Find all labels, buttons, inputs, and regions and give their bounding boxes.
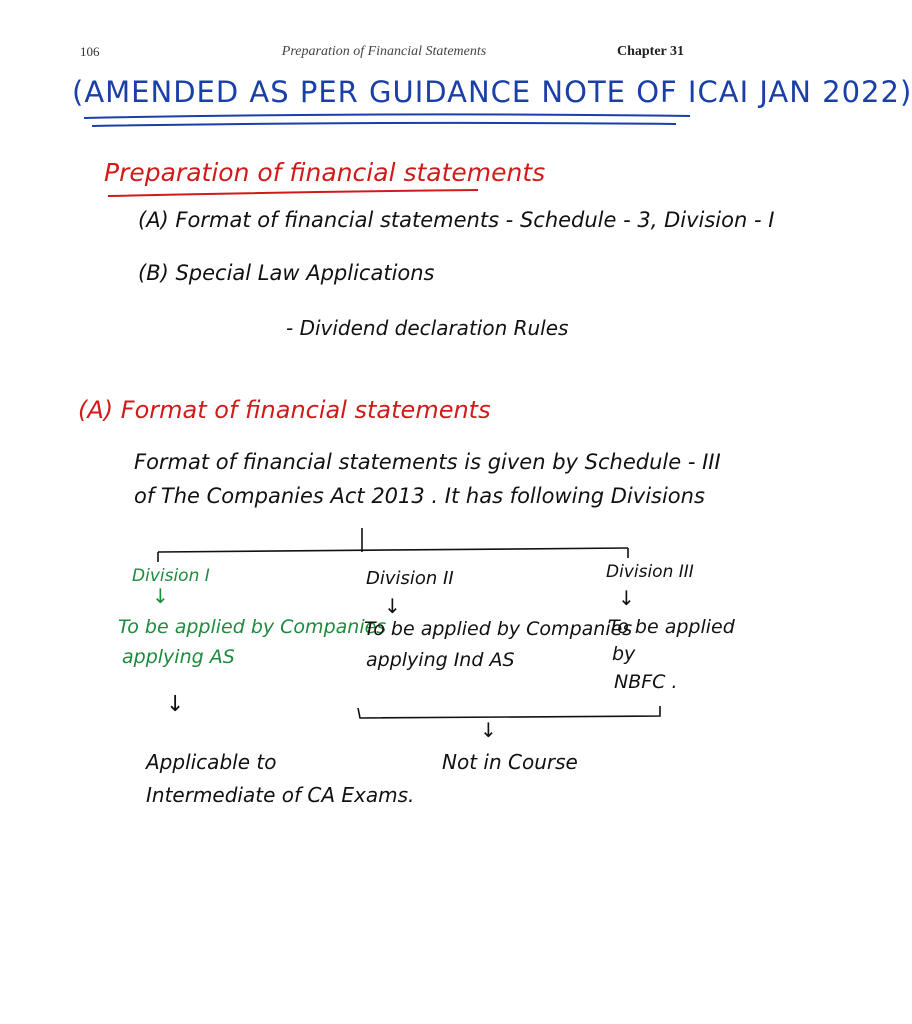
tree-top-bar: [158, 548, 628, 552]
chapter-label: Chapter 31: [616, 44, 684, 59]
list-item-a: (A) Format of financial statements - Schedule - 3, Division - I: [138, 208, 775, 232]
division-1-label: Division I: [132, 566, 210, 586]
section-title-underline: [108, 190, 478, 196]
division-3-desc-line-1: To be applied: [608, 616, 735, 638]
paragraph-line-2: of The Companies Act 2013 . It has following Divisions: [134, 484, 705, 508]
banner-underline-1: [84, 114, 690, 118]
division-1-desc-line-1: To be applied by Companies: [118, 616, 387, 638]
merge-arrow: ↓: [480, 718, 497, 742]
division-3-arrow: ↓: [618, 586, 635, 610]
division-3-desc-line-2: by: [612, 643, 636, 665]
applicable-line-1: Applicable to: [146, 750, 277, 774]
division-2-desc-line-1: To be applied by Companies: [364, 618, 633, 640]
paragraph-line-1: Format of financial statements is given by Schedule - III: [134, 450, 721, 474]
division-3-label: Division III: [606, 562, 694, 582]
division-2-label: Division II: [366, 568, 454, 589]
division-2-arrow: ↓: [384, 594, 401, 618]
not-in-course-note: Not in Course: [442, 750, 578, 774]
section-title: Preparation of financial statements: [104, 158, 546, 187]
list-item-b: (B) Special Law Applications: [138, 261, 435, 285]
division-1-arrow: ↓: [152, 584, 169, 608]
amendment-banner: (AMENDED AS PER GUIDANCE NOTE OF ICAI JAN 2022): [72, 75, 912, 109]
page-number: 106: [80, 44, 100, 59]
section-a-title: (A) Format of financial statements: [78, 396, 491, 424]
division-1-desc-line-2: applying AS: [122, 646, 235, 668]
list-item-b-sub: - Dividend declaration Rules: [286, 316, 569, 340]
applicable-line-2: Intermediate of CA Exams.: [146, 783, 415, 807]
merge-bracket: [358, 706, 660, 718]
banner-underline-2: [92, 123, 676, 126]
division-3-desc-line-3: NBFC .: [614, 671, 678, 693]
running-title: Preparation of Financial Statements: [281, 44, 487, 59]
division-2-desc-line-2: applying Ind AS: [366, 649, 515, 671]
division-1-result-arrow: ↓: [166, 692, 185, 717]
